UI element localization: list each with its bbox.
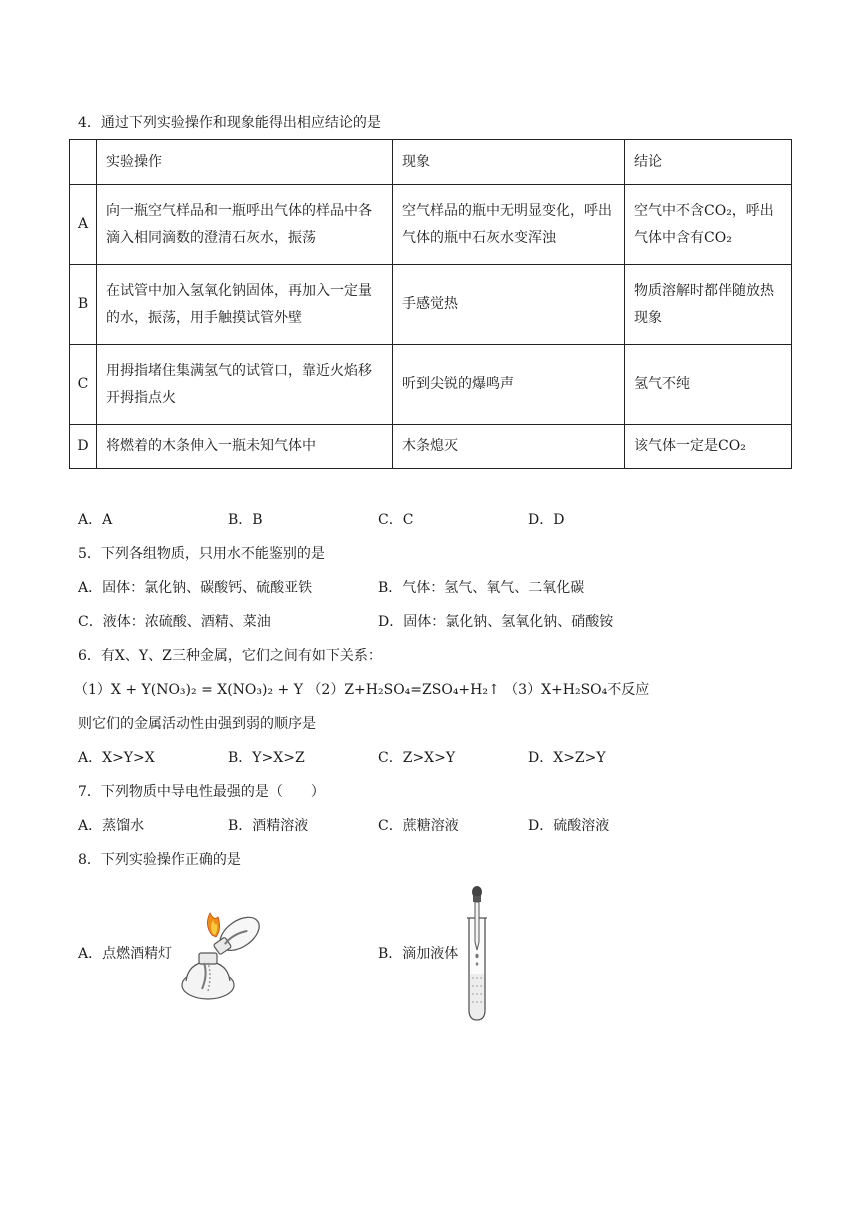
- conclusion-cell: 物质溶解时都伴随放热现象: [625, 265, 792, 345]
- q4-option-b[interactable]: B．B: [228, 512, 263, 528]
- experiment-table: [69, 139, 792, 469]
- phenomenon-cell: 空气样品的瓶中无明显变化，呼出气体的瓶中石灰水变浑浊: [393, 185, 625, 265]
- conclusion-cell: 该气体一定是CO₂: [625, 425, 792, 469]
- q5-option-c[interactable]: C．液体：浓硫酸、酒精、菜油: [78, 614, 271, 630]
- q7-option-a[interactable]: A．蒸馏水: [78, 818, 145, 834]
- conclusion-cell: 空气中不含CO₂，呼出气体中含有CO₂: [625, 185, 792, 265]
- q5-option-b[interactable]: B．气体：氢气、氧气、二氧化碳: [378, 580, 585, 596]
- question-4-stem: 4．通过下列实验操作和现象能得出相应结论的是: [78, 115, 381, 131]
- q4-option-d[interactable]: D．D: [528, 512, 565, 528]
- table-row: [70, 345, 792, 425]
- operation-cell: 将燃着的木条伸入一瓶未知气体中: [97, 425, 393, 469]
- q6-option-d[interactable]: D．X>Z>Y: [528, 750, 606, 766]
- table-header-cell: 实验操作: [97, 140, 393, 185]
- q6-relations: （1）X + Y(NO₃)₂ = X(NO₃)₂ + Y （2）Z+H₂SO₄=ZSO₄+H₂↑ （3）X+H₂SO₄不反应: [74, 682, 650, 698]
- question-5-stem: 5．下列各组物质，只用水不能鉴别的是: [78, 546, 325, 562]
- dropper-test-tube-illustration: [462, 884, 492, 1024]
- dropper-icon: [462, 884, 492, 1024]
- row-label: C: [70, 345, 97, 425]
- q7-option-d[interactable]: D．硫酸溶液: [528, 818, 610, 834]
- table-header-cell: 现象: [393, 140, 625, 185]
- alcohol-lamp-illustration: [178, 905, 270, 1005]
- q7-option-c[interactable]: C．蔗糖溶液: [378, 818, 459, 834]
- table-row: [70, 425, 792, 469]
- table-row: [70, 265, 792, 345]
- q5-option-d[interactable]: D．固体：氯化钠、氢氧化钠、硝酸铵: [378, 614, 614, 630]
- table-header-cell: 结论: [625, 140, 792, 185]
- q4-option-a[interactable]: A．A: [78, 512, 113, 528]
- phenomenon-cell: 手感觉热: [393, 265, 625, 345]
- q4-option-c[interactable]: C．C: [378, 512, 414, 528]
- operation-cell: 在试管中加入氢氧化钠固体，再加入一定量的水，振荡，用手触摸试管外壁: [97, 265, 393, 345]
- table-header-row: [70, 140, 792, 185]
- q8-option-b[interactable]: B．滴加液体: [378, 946, 459, 962]
- table-header-cell: [70, 140, 97, 185]
- conclusion-cell: 氢气不纯: [625, 345, 792, 425]
- q6-option-b[interactable]: B．Y>X>Z: [228, 750, 305, 766]
- row-label: D: [70, 425, 97, 469]
- phenomenon-cell: 听到尖锐的爆鸣声: [393, 345, 625, 425]
- row-label: B: [70, 265, 97, 345]
- operation-cell: 用拇指堵住集满氢气的试管口，靠近火焰移开拇指点火: [97, 345, 393, 425]
- question-7-stem: 7．下列物质中导电性最强的是（ ）: [78, 784, 325, 800]
- row-label: A: [70, 185, 97, 265]
- q6-question: 则它们的金属活动性由强到弱的顺序是: [78, 716, 316, 732]
- phenomenon-cell: 木条熄灭: [393, 425, 625, 469]
- operation-cell: 向一瓶空气样品和一瓶呼出气体的样品中各滴入相同滴数的澄清石灰水，振荡: [97, 185, 393, 265]
- question-8-stem: 8．下列实验操作正确的是: [78, 852, 241, 868]
- question-6-stem: 6．有X、Y、Z三种金属，它们之间有如下关系：: [78, 648, 382, 664]
- q6-option-a[interactable]: A．X>Y>X: [78, 750, 155, 766]
- q5-option-a[interactable]: A．固体：氯化钠、碳酸钙、硫酸亚铁: [78, 580, 313, 596]
- table-row: [70, 185, 792, 265]
- q8-option-a[interactable]: A．点燃酒精灯: [78, 946, 173, 962]
- q6-option-c[interactable]: C．Z>X>Y: [378, 750, 456, 766]
- q7-option-b[interactable]: B．酒精溶液: [228, 818, 309, 834]
- alcohol-lamp-icon: [178, 905, 270, 1005]
